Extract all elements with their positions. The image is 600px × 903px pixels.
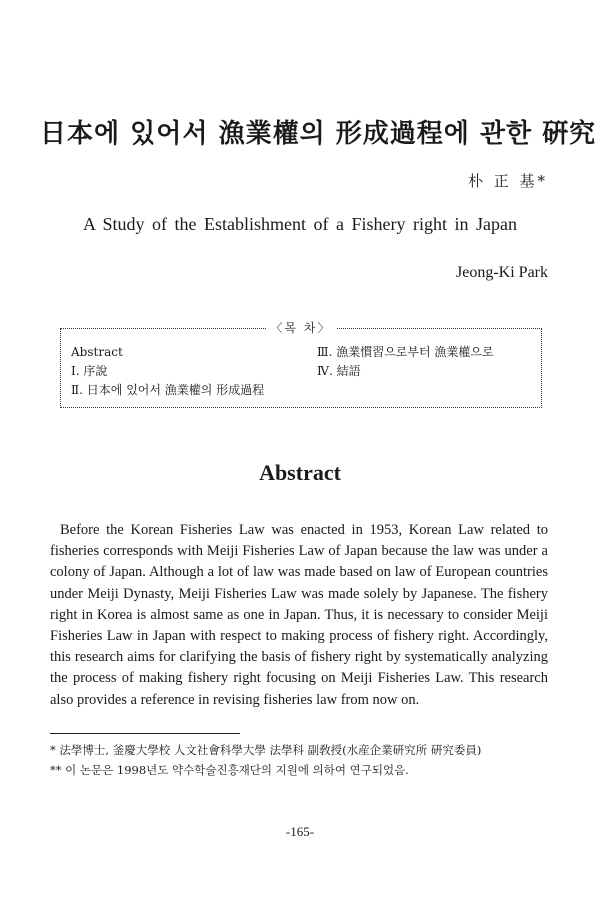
toc-item-formation-process: Ⅱ. 日本에 있어서 漁業權의 形成過程	[71, 383, 265, 397]
toc-left-column	[71, 343, 264, 400]
footnote-funding: ** 이 논문은 1998년도 약수학술진흥재단의 지원에 의하여 연구되었음.	[50, 763, 409, 777]
table-of-contents	[60, 321, 542, 408]
author-name-english: Jeong-Ki Park	[456, 264, 548, 281]
paper-title-english: A Study of the Establishment of a Fishery right in Japan	[83, 214, 517, 234]
footnote-author-affiliation: * 法學博士, 釜慶大學校 人文社會科學大學 法學科 副敎授(水産企業硏究所 硏究委員)	[50, 743, 482, 757]
author-name-korean: 朴 正 基*	[467, 172, 548, 190]
footnote-divider	[50, 733, 240, 734]
toc-item-custom-to-right: Ⅲ. 漁業慣習으로부터 漁業權으로	[317, 345, 494, 359]
page-number: -165-	[285, 824, 315, 839]
toc-item-abstract: Abstract	[71, 345, 123, 359]
paper-title-korean: 日本에 있어서 漁業權의 形成過程에 관한 硏究	[40, 119, 597, 149]
abstract-heading: Abstract	[259, 460, 341, 485]
toc-item-conclusion: Ⅳ. 結語	[317, 364, 361, 378]
toc-heading: 〈목 차〉	[267, 321, 336, 335]
toc-right-column	[317, 343, 494, 381]
abstract-body: Before the Korean Fisheries Law was enacted in 1953, Korean Law related to fisheries corresponds with Meiji Fisheries Law of Japan because the law was under a colony of Japan. Although a lot of law was made based on law of European countries under Meiji Dynasty, Meiji Fisheries Law was made solely by Japanese. The fishery right in Korea is almost same as one in Japan. Thus, it is necessary to consider Meiji Fisheries Law in Japan with respect to making process of fishery right. Accordingly, this research aims for clarifying the basis of fishery right by systematically analyzing the process of making fishery right focusing on Meiji Fisheries Law. This research also provides a reference in revising fisheries law from now on.	[50, 522, 548, 708]
toc-item-introduction: Ⅰ. 序說	[71, 364, 108, 378]
footnotes	[50, 740, 560, 780]
